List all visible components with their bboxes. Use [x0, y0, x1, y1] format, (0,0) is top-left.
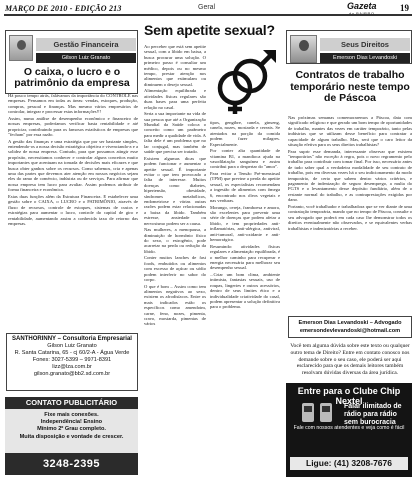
lawyer-email: emersondevlevandoski@hotmail.com [299, 328, 401, 334]
left-article-headline: O caixa, o lucro e o patrimônio da empresa [14, 66, 130, 89]
consultancy-contact-box [6, 333, 138, 391]
consultancy-line: R. Santa Catarina, 65 - cj 60/2-A - Água Verde [14, 349, 130, 356]
middle-article-column-2 [210, 120, 280, 476]
left-section-title: Gestão Financeira [36, 38, 136, 51]
left-article-body [8, 93, 138, 319]
radio-phone-icon [296, 401, 338, 423]
right-paragraph: Portanto, você trabalhador e trabalhadora que se ver diante de uma contratação temporária, mando que no tempo de Páscoa, consulte o seu advogado que poderá em cada caso lhe demonstrar todos os direitos eventualmente não observados, e se equivalentes verbas trabalhistas e indenizatórias a receber. [288, 203, 412, 231]
classified-line: Independência! Ensino [40, 419, 103, 426]
consultancy-line: gilson.granato@bb2.sd.com.br [33, 370, 111, 377]
ad-tagline: Falar ilimitado de rádio para rádio sem burocracia [344, 403, 402, 426]
middle-paragraph: tipos, gengibre, canela, ginseng, canela, nozes, mostarda e cereais. Se atentados na porção da comida podem fazer milagres. Especialmente. [210, 120, 280, 147]
right-section-title: Seus Direitos [320, 38, 410, 51]
middle-paragraph: Alimentação equilibrada e atividades físicas regulares são duas bases para uma perfeita relação no casal. [144, 88, 206, 110]
author-photo-left [9, 35, 33, 61]
classified-line: Fixe mais conexões. [44, 412, 99, 418]
classified-body [5, 409, 138, 453]
right-article-body [288, 115, 412, 313]
middle-paragraph: Para evitar a Tensão Pré-menstrual (TPM) que previne a perda do apetite sexual, os especialistas recomendam a ingestão de alimentos com ômega 6, encontrado nos óleos vegetais e nas verduras. [210, 171, 280, 204]
middle-paragraph: Ao perceber que está sem apetite sexual, com a libido em baixa, a busca procurar uma solução. O primeiro passo é consultar um médico, depois ou no mesmo tempo, prestar atenção nos alimentos que estimulam ou diminuem o desejo sexual. [144, 44, 206, 87]
consultancy-title: SANTHORINNY – Consultoria Empresarial [12, 336, 132, 342]
right-paragraph: Para suprir esse demanda, interessante observar que existem "temporários" não exceção à regra, pois o novo regramento pelo trabalho para contribuir com tomar final. Por isso, necessário antes de tudo saber qual a verdadeira modalidade de seu contrato de trabalho, pois em diversas vezes há o seu indicionamento da modo temporário, de certo que sabem dentro vários critérios, e pagamento de indenização de seguro desemprego, a multa do FGTS e o levantamento desse depósito fundiário, além de o restante normal do trabalho, e as contraprestações exigidas por dano. [288, 148, 412, 203]
page-number: 19 [400, 3, 409, 13]
lawyer-name: Emerson Dias Levandoski – Advogado [298, 320, 402, 326]
left-author-name: Gilson Luiz Granato [36, 53, 136, 63]
middle-paragraph: Morango, cereja, framboesa e amora, são excelentes para prevenir uma série de doenças que podem afetar a libido, e tem propriedades anti-inflamatórias, anti-alérgica, antiviral, anti-tumoral, anti-oxidante e anti-hemorrágico. [210, 204, 280, 243]
classified-phone: 3248-2395 [5, 453, 138, 475]
lawyer-contact-box [288, 316, 412, 338]
left-paragraph: Há pouco tempo atrás, falávamos da importância do CONTROLE nas empresas. Pensamos em todas as áreas: vendas, estoques, produção, compras, pessoal e finanças. Mas mesmo vários empresários de controlar, integrar e processar estas informações!!! [8, 93, 138, 115]
header-divider [4, 14, 412, 16]
section-label: Geral [198, 4, 216, 11]
middle-article-column-1 [144, 44, 206, 476]
ad-title: Entre para o Clube Chip Nextel [297, 386, 401, 406]
middle-paragraph: Existem algumas dicas que podem funcionar e aumentar o apetite sexual. É importante evitar o que tem provocado a falta de interesse. Muitos doenças como diabetes, hipertensão, obesidade, síndromes metabólicos, endometriose e várias outras razões podem estar relacionadas a baixa da libido. Também estresse, ansiedade ou nervosismo podem ser a causa. [144, 155, 206, 226]
classified-title: CONTATO PUBLICITÁRIO [5, 397, 138, 409]
middle-paragraph: Por conter alta quantidade de vitamina B1, a mandioca ajuda na vasodilatação sanguínea e assim contribui para o despertar do "amor". [210, 148, 280, 170]
reader-questions-note: Você tem alguma dúvida sobre este texto ou qualquer outro tema de Direito? Entre em contato conosco nos demande sobre o seu caso, ele poderá ser aqui esclarecido para que os demais leitores também resolvam dúvidas diversas da área jurídica. [290, 343, 410, 377]
right-paragraph: Nas próximas semanas comemoraremos a Páscoa, data com significado religioso e que gerado um bom tempo de oportunidades de trabalho, mantes das vezes em caráter temporário, tanto pelas indústrias que se utilizam desse benefício para contratar a capacidade de algum trabalho. Mas, será que o caro leitor da situação efetiva para os seus direitos trabalhistas? [288, 115, 412, 148]
consultancy-line: Gilson Luiz Granato [47, 342, 97, 349]
ad-phone: Ligue: (41) 3208-7676 [290, 457, 408, 470]
middle-paragraph: Resumindo: atividades físicas regulares e alimentação equilibrada, é o melhor caminho para recuperar e energia necessária para melhorar seu desempenho sexual. [210, 243, 280, 271]
left-paragraph: Assim, numa análise de desempenho econômico e financeiro de nossas empresas, poderíamos verificar basta rentabilidade e até propriciar, contribuindo para os famosos estatísticos de empresas que "fecham" por essa razão. [8, 115, 138, 138]
nextel-advertisement [286, 383, 412, 477]
consultancy-line: lizz@lza.com.br [52, 363, 92, 370]
middle-paragraph: Conter muitos lanches de fast foods, embutidos ou alimentos com excesso de açúcar ou sódio podem interferir no sabor do corpo. [144, 255, 206, 282]
middle-paragraph: Seria a sua importante na vida de sua pessoa que até a Organização Mundial da Saúde coloca o conceito como um parâmetro para medir a qualidade de vida. A falta dele é um problema que no lar conjugal, mas também de saúde que precisa ser tratado. [144, 111, 206, 155]
author-photo-right [290, 35, 317, 63]
middle-paragraph: Nas mulheres, a menopausa, a diminuição de hormônio físico do sexo, o estrogênio, pode acarretar na perda ou redução da libido. [144, 227, 206, 254]
ad-text: Fale com nossos atendentes e veja como é fácil [293, 425, 405, 431]
classified-line: Mínimo 2º Grau completo. [37, 426, 106, 433]
left-paragraph: Estas duas funções além da Estrutura Financeira. E estabelecer uma gestão sobre o CAIXA, o LUCRO e o PATRIMÔNIO, através de fluxo de recursos, controle de estoques, sistemas de custos e estratégias para aumentar o lucro, controle do capital de giro e rentabilidade, aumentando assim a conhecida taxa de retorno das empresas. [8, 193, 138, 226]
middle-article-headline: Sem apetite sexual? [144, 22, 275, 38]
middle-paragraph: O que é bom – Assim como tem alimentos negativos ao sexo, existem os afrodisíacos. Entre os mais indicados estão os específicos como amendoim, carne, feno, nozes, pimenta, cravo, mostarda, pimentas de vários [144, 283, 206, 327]
right-author-name: Emerson Dias Levandoski [320, 53, 410, 63]
issue-date: MARÇO DE 2010 - EDIÇÃO 213 [5, 4, 122, 13]
left-paragraph: A gestão das finanças e uma estratégia que por ser bastante simples, entendendo-os a nossa decisão estratégica objetiva e vivenciando-a e a solidez de nossa empresa. Contudo, para que possamos atingir esse propósito, necessitamos conhecer e controlar alguns conceitos muito importantes que acentuam na tomada de decisões mais eficazes e que busca obter ganhos sobre os recursos. Como sabemos, cria e apenas uma das partes que devemos ater atenção em nossos negócios sejam eles do ramo de comércio, indústria ou de serviços. Para afirmar que nossa empresa tem lucro para avaliar. Assim podemos atribuir de forma financeira e econômica. [8, 138, 138, 193]
right-article-headline: Contratos de trabalho temporário neste tempo de Páscoa [290, 69, 410, 104]
logo-title: Gazeta [347, 1, 377, 11]
gender-symbols-icon [210, 44, 280, 116]
classified-line: Muita disposição e vontade de crescer. [19, 433, 124, 440]
middle-paragraph: ...Criar um bom clima, ambiente intimista, fantasias sexuais, uso de roupas, lingeries e outros acessórios, dentro de seus limites ético e a individualidade criatividade do casal, podem apresentar a solução definitiva para o problema. [210, 271, 280, 310]
consultancy-line: Fones: 3027-5399 – 9971-8391 [32, 356, 112, 363]
